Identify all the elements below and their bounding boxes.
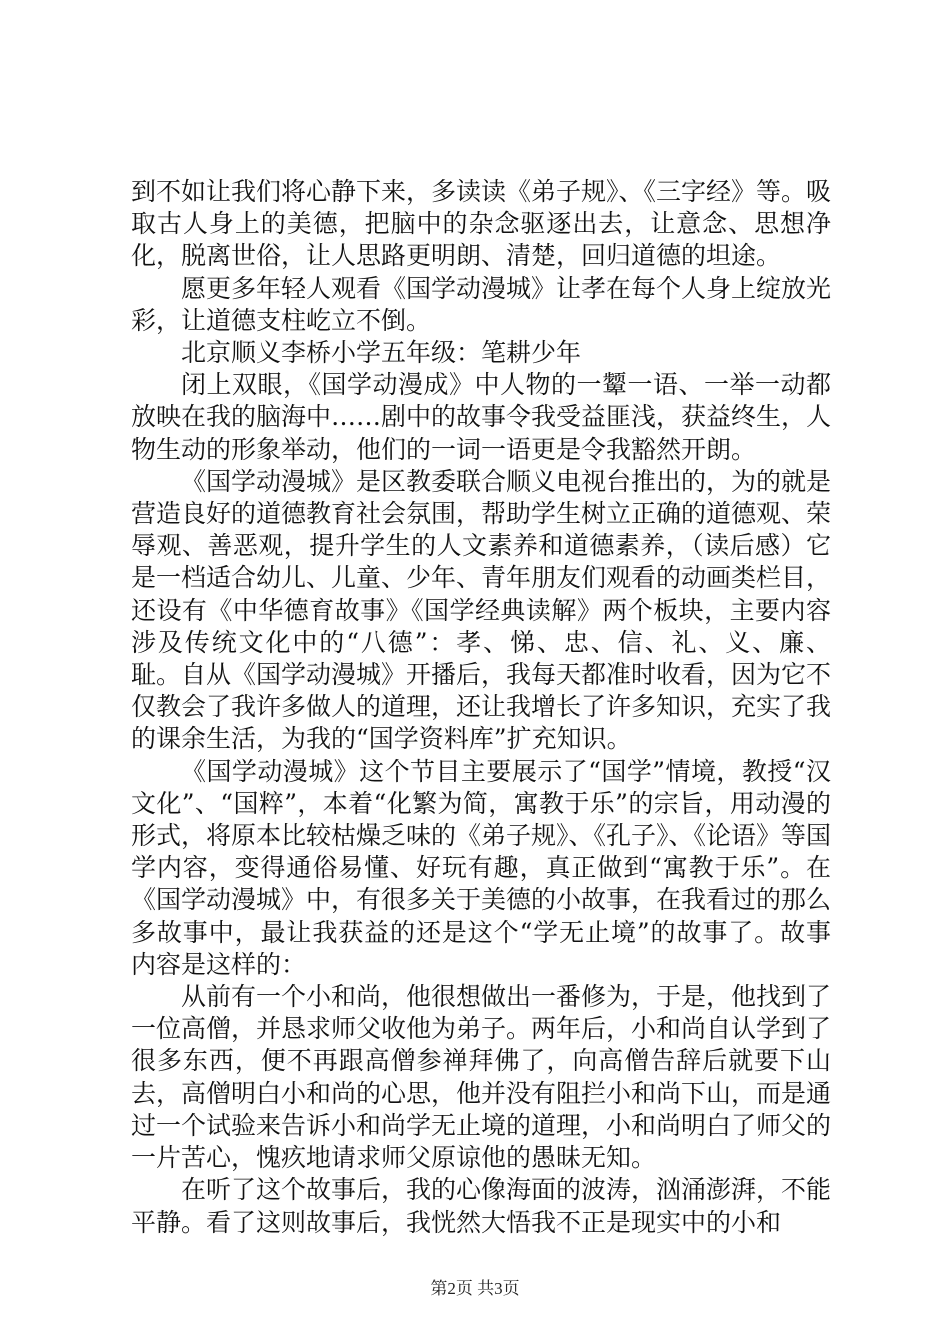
page-number-footer: 第2页 共3页 xyxy=(430,1279,520,1298)
paragraph: 在听了这个故事后，我的心像海面的波涛，汹涌澎湃，不能平静。看了这则故事后，我恍然大悟我不正是现实中的小和 xyxy=(131,1175,832,1237)
document-body xyxy=(131,176,831,1239)
paragraph: 从前有一个小和尚，他很想做出一番修为，于是，他找到了一位高僧，并恳求师父收他为弟子。两年后，小和尚自认学到了很多东西，便不再跟高僧参禅拜佛了，向高僧告辞后就要下山去，高僧明白小和尚的心思，他并没有阻拦小和尚下山，而是通过一个试验来告诉小和尚学无止境的道理，小和尚明白了师父的一片苦心，愧疚地请求师父原谅他的愚昧无知。 xyxy=(131,982,832,1173)
paragraph-author-line: 北京顺义李桥小学五年级：笔耕少年 xyxy=(181,338,582,368)
paragraph: 到不如让我们将心静下来，多读读《弟子规》、《三字经》等。吸取古人身上的美德，把脑中的杂念驱逐出去，让意念、思想净化，脱离世俗，让人思路更明朗、清楚，回归道德的坦途。 xyxy=(131,177,832,271)
paragraph: 闭上双眼，《国学动漫成》中人物的一颦一语、一举一动都放映在我的脑海中……剧中的故事令我受益匪浅，获益终生，人物生动的形象举动，他们的一词一语更是令我豁然开朗。 xyxy=(131,370,832,464)
paragraph: 愿更多年轻人观看《国学动漫城》让孝在每个人身上绽放光彩，让道德支柱屹立不倒。 xyxy=(131,273,832,335)
paragraph: 《国学动漫城》是区教委联合顺义电视台推出的，为的就是营造良好的道德教育社会氛围，帮助学生树立正确的道德观、荣辱观、善恶观，提升学生的人文素养和道德素养，（读后感）它是一档适合幼儿、儿童、少年、青年朋友们观看的动画类栏目，还设有《中华德育故事》《国学经典读解》两个板块，主要内容涉及传统文化中的“八德”：孝、悌、忠、信、礼、义、廉、耻。自从《国学动漫城》开播后，我每天都准时收看，因为它不仅教会了我许多做人的道理，还让我增长了许多知识，充实了我的课余生活，为我的“国学资料库”扩充知识。 xyxy=(131,466,832,754)
paragraph: 《国学动漫城》这个节目主要展示了“国学”情境，教授“汉文化”、“国粹”，本着“化繁为简，寓教于乐”的宗旨，用动漫的形式，将原本比较枯燥乏味的《弟子规》、《孔子》、《论语》等国学内容，变得通俗易懂、好玩有趣，真正做到“寓教于乐”。在《国学动漫城》中，有很多关于美德的小故事，在我看过的那么多故事中，最让我获益的还是这个“学无止境”的故事了。故事内容是这样的： xyxy=(131,756,832,979)
